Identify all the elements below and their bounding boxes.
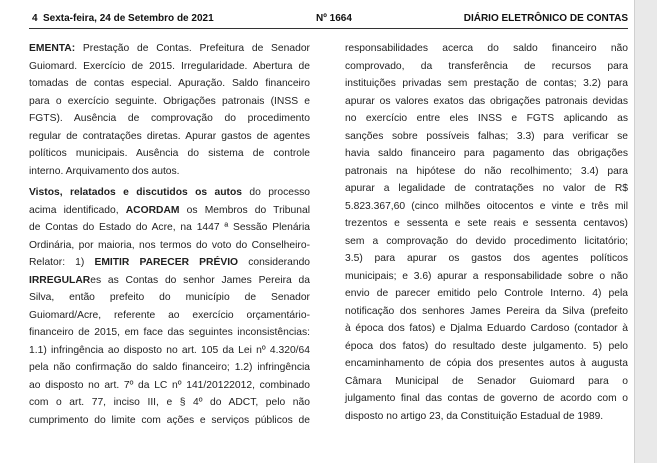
page-header (29, 11, 628, 27)
ementa-paragraph (29, 40, 310, 180)
text-line: encaminhamento de cópia dos presentes autos à augusta (345, 358, 628, 369)
text-line: instituições privadas sem prestação de contas; 3.2) para (345, 78, 628, 89)
text-line: Guiomard/Acre, referente ao exercício orçamentário- (29, 309, 310, 321)
text-line: disposto no artigo 23, da Constituição Estadual de 1989. (345, 410, 604, 422)
journal-title: DIÁRIO ELETRÔNICO DE CONTAS (463, 13, 628, 24)
text-line: EMENTA: Prestação de Contas. Prefeitura de Senador (29, 43, 310, 54)
text-line: 3.5) para apurar os gastos dos agentes políticos (345, 253, 628, 264)
text-line: comprovado, da transferência de recursos para (345, 60, 628, 72)
text-line: notificação dos senhores James Pereira da Silva (prefeito (345, 305, 628, 317)
text-line: IRREGULARes as Contas do senhor James Pereira da (29, 274, 310, 286)
text-line: sanções sobre possíveis falhas; 3.3) para verificar se (345, 130, 628, 142)
publication-date: Sexta-feira, 24 de Setembro de 2021 (43, 13, 214, 24)
text-line: FGTS). Ausência de comprovação do procedimento (29, 113, 310, 124)
decision-paragraph (29, 184, 310, 429)
text-line: Vistos, relatados e discutidos os autos do processo (29, 187, 310, 198)
text-line: apurar a legalidade de contratações no valor de R$ (345, 183, 628, 194)
text-line: interno. Arquivamento dos autos. (29, 165, 180, 177)
right-column (345, 40, 628, 425)
text-line: patronais na hipótese do não recolhimento; 3.4) para (345, 165, 628, 177)
text-line: Câmara Municipal de Senador Guiomard para o (345, 375, 628, 387)
text-line: Silva, então prefeito do município de Senador (29, 292, 310, 303)
edition-number: Nº 1664 (316, 13, 352, 24)
page-edge (635, 0, 657, 463)
text-line: 5.823.367,60 (cinco milhões oitocentos e vinte e três mil (345, 200, 628, 212)
text-line: tomadas de contas especial. Apuração. Saldo financeiro (29, 78, 310, 89)
text-line: julgamento final das contas de governo de acordo com o (345, 393, 628, 404)
text-line: envio de parecer emitido pelo Controle Interno. 4) pela (345, 288, 628, 299)
text-line: pela não confirmação do saldo financeiro; 1.2) infringência (29, 362, 310, 373)
text-line: 1.1) infringência ao disposto no art. 105 da Lei nº 4.320/64 (29, 344, 310, 356)
text-line: políticos municipais. Ausência do sistema de controle (29, 148, 310, 159)
text-line: financeiro de 2015, em face das seguintes inconsistências: (29, 327, 310, 338)
text-line: apurar os valores exatos das obrigações patronais devidas (345, 95, 628, 107)
text-line: de Contas do Estado do Acre, na 1447 ª Sessão Plenária (29, 222, 310, 233)
text-line: Relator: 1) EMITIR PARECER PRÉVIO considerando (29, 257, 311, 268)
text-line: com o art. 77, inciso III, e § 4º do ADCT, pelo não (29, 397, 310, 408)
text-line: à época dos fatos) e Djalma Eduardo Cardoso (contador à (345, 323, 628, 334)
text-line: sem a comprovação do devido procedimento licitatório; (345, 235, 628, 247)
left-column (29, 40, 310, 433)
text-line: época dos fatos) do resultado deste julgamento. 5) pelo (345, 340, 628, 352)
page-number: 4 (32, 13, 38, 24)
text-line: municipais; e 3.6) apurar a responsabilidade sobre o não (345, 270, 628, 282)
text-line: responsabilidades acerca do saldo financeiro não (345, 43, 628, 54)
text-line: para o exercício seguinte. Obrigações patronais (INSS e (29, 95, 310, 107)
text-line: Guiomard. Exercício de 2015. Irregularidade. Abertura de (29, 60, 310, 72)
text-line: trezentos e sessenta e sete reais e sessenta centavos) (345, 218, 628, 229)
text-line: cumprimento do limite com ações e serviços públicos de (29, 414, 310, 426)
text-line: Ordinária, por maioria, nos termos do voto do Conselheiro- (29, 239, 310, 251)
text-line: regular de contratações diretas. Apurar gastos de agentes (29, 130, 310, 142)
header-rule (29, 28, 628, 29)
text-line: no exercício entre eles INSS e FGTS aplicando as (345, 113, 628, 124)
ementa-label: EMENTA: (29, 43, 76, 54)
text-line: havia saldo financeiro para pagamento das obrigações (345, 148, 628, 159)
text-line: acima identificado, ACORDAM os Membros do Tribunal (29, 204, 310, 216)
text-line: ao disposto no art. 7º da LC nº 141/20122012, combinado (29, 379, 310, 391)
